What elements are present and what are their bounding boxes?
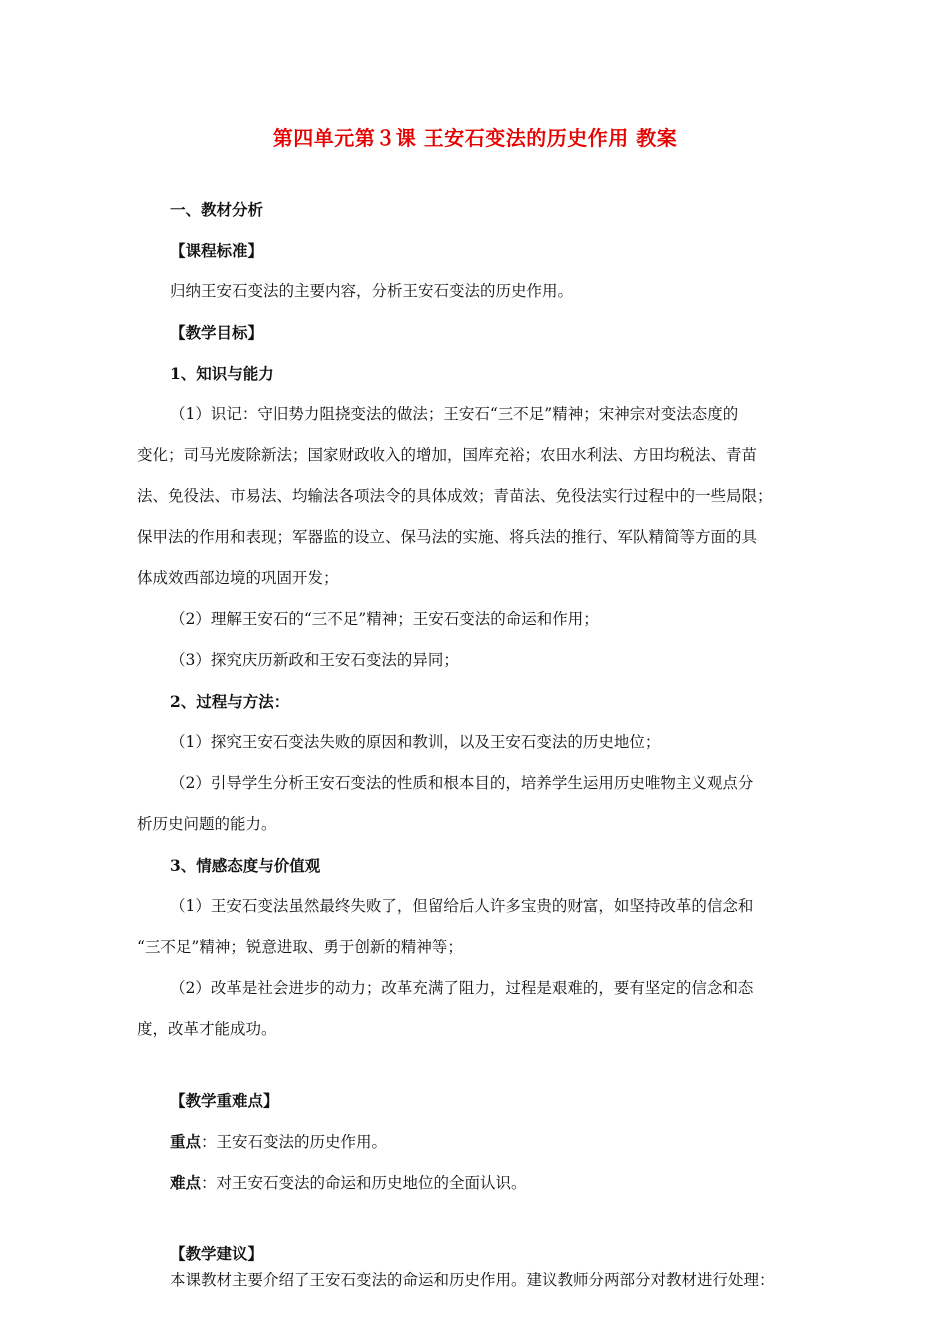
knowledge-item-1-line-5: 体成效西部边境的巩固开发；	[137, 569, 339, 587]
heading-knowledge-ability: 1、知识与能力	[170, 364, 274, 383]
course-standard-text: 归纳王安石变法的主要内容，分析王安石变法的历史作用。	[170, 282, 574, 300]
difficult-point-label: 难点	[170, 1173, 202, 1192]
knowledge-item-1-line-3: 法、免役法、市易法、均输法各项法令的具体成效；青苗法、免役法实行过程中的一些局限；	[137, 487, 773, 505]
heading-course-standard: 【课程标准】	[170, 241, 264, 260]
knowledge-item-1-line-4: 保甲法的作用和表现；军器监的设立、保马法的实施、将兵法的推行、军队精简等方面的具	[137, 528, 758, 546]
spacer	[137, 1057, 827, 1087]
teaching-suggestion-text: 本课教材主要介绍了王安石变法的命运和历史作用。建议教师分两部分对教材进行处理：	[170, 1271, 775, 1289]
knowledge-item-1-line-2: 变化；司马光废除新法；国家财政收入的增加，国库充裕；农田水利法、方田均税法、青苗	[137, 446, 758, 464]
key-point	[137, 1128, 827, 1169]
knowledge-item-3: （3）探究庆历新政和王安石变法的异同；	[170, 651, 459, 669]
emotion-item-2-line-1: （2）改革是社会进步的动力；改革充满了阻力，过程是艰难的，要有坚定的信念和态	[170, 979, 754, 997]
section-heading-analysis: 一、教材分析	[170, 200, 264, 219]
emotion-item-2-line-2: 度，改革才能成功。	[137, 1020, 277, 1038]
process-item-2-line-1: （2）引导学生分析王安石变法的性质和根本目的，培养学生运用历史唯物主义观点分	[170, 774, 754, 792]
spacer	[137, 1210, 827, 1240]
key-point-label: 重点	[170, 1132, 202, 1151]
key-point-text: ：王安石变法的历史作用。	[201, 1133, 388, 1151]
heading-teaching-suggestion: 【教学建议】	[170, 1244, 264, 1263]
document-title: 第四单元第３课 王安石变法的历史作用 教案	[272, 126, 678, 150]
knowledge-item-2: （2）理解王安石的“三不足”精神；王安石变法的命运和作用；	[170, 610, 599, 628]
knowledge-item-1-line-1: （1）识记：守旧势力阻挠变法的做法；王安石“三不足”精神；宋神宗对变法态度的	[170, 405, 739, 423]
process-item-1: （1）探究王安石变法失败的原因和教训，以及王安石变法的历史地位；	[170, 733, 661, 751]
document-body	[137, 196, 827, 1294]
heading-process-method: 2、过程与方法：	[170, 692, 290, 711]
heading-key-difficult: 【教学重难点】	[170, 1091, 279, 1110]
emotion-item-1-line-2: “三不足”精神；锐意进取、勇于创新的精神等；	[137, 938, 463, 956]
process-item-2-line-2: 析历史问题的能力。	[137, 815, 277, 833]
difficult-point	[137, 1169, 827, 1210]
heading-teaching-goals: 【教学目标】	[170, 323, 264, 342]
emotion-item-1-line-1: （1）王安石变法虽然最终失败了，但留给后人许多宝贵的财富，如坚持改革的信念和	[170, 897, 754, 915]
heading-emotion-values: 3、情感态度与价值观	[170, 856, 321, 875]
difficult-point-text: ：对王安石变法的命运和历史地位的全面认识。	[201, 1174, 527, 1192]
